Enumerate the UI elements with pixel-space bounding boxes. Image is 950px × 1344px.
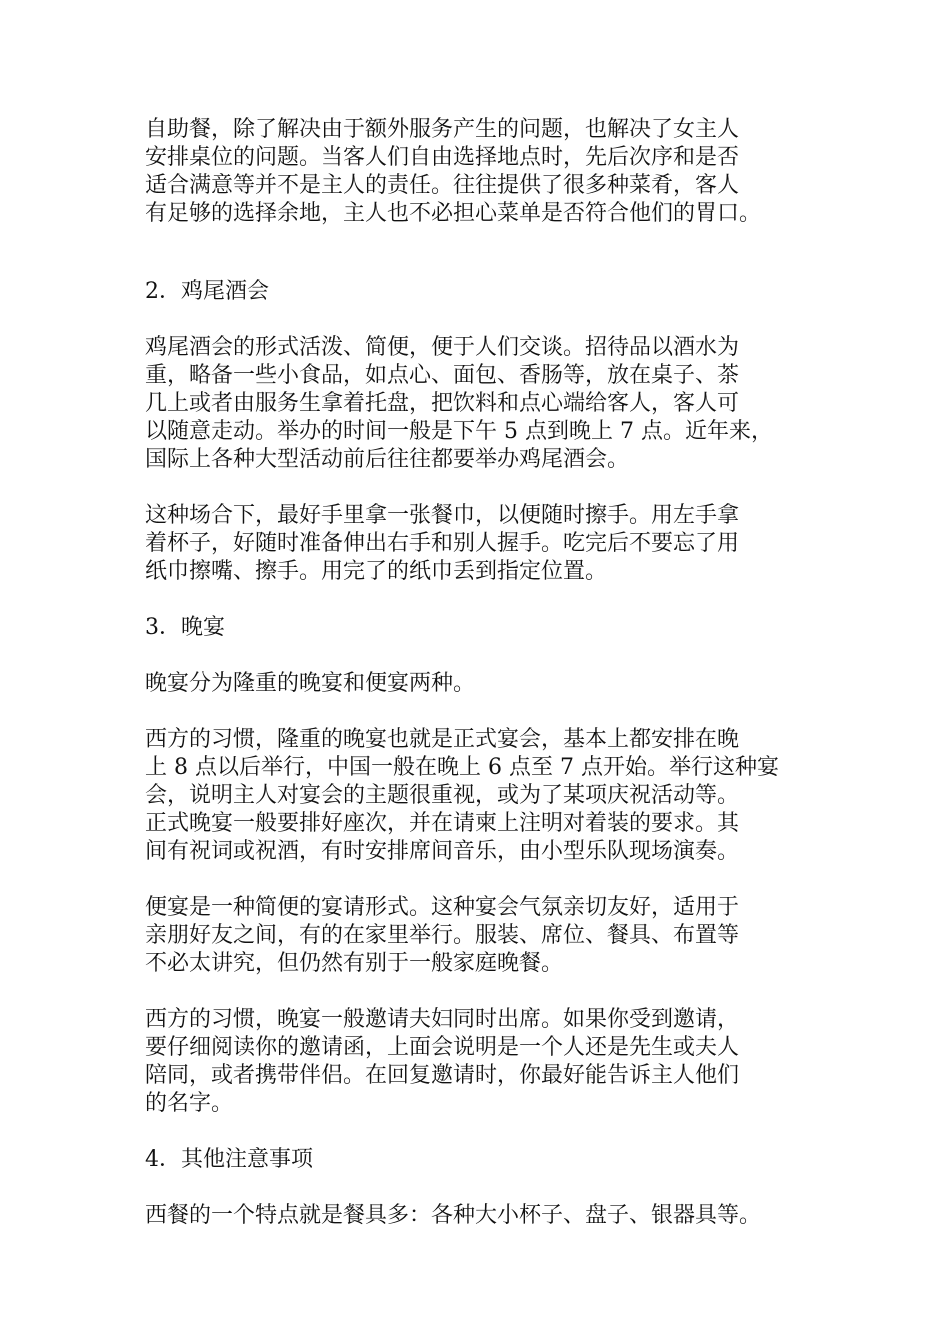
spacer xyxy=(145,474,835,502)
spacer xyxy=(145,586,835,614)
paragraph-informal-dinner: 便宴是一种简便的宴请形式。这种宴会气氛亲切友好，适用于 亲朋好友之间，有的在家里举行。服装、席位、餐具、布置等 不必太讲究，但仍然有别于一般家庭晚餐。 xyxy=(145,895,740,976)
paragraph-tableware: 西餐的一个特点就是餐具多：各种大小杯子、盘子、银器具等。 xyxy=(145,1203,762,1228)
spacer xyxy=(145,642,835,670)
spacer xyxy=(145,978,835,1006)
paragraph-cocktail-format: 鸡尾酒会的形式活泼、简便，便于人们交谈。招待品以酒水为 重，略备一些小食品，如点心、面包、香肠等，放在桌子、茶 几上或者由服务生拿着托盘，把饮料和点心端给客人，客人可 以随意走动。举办的时间一般是下午 5 点到晚上 7 点。近年来， 国际上各种大型活动前后往往都要举办鸡尾酒会。 xyxy=(145,335,773,472)
spacer xyxy=(145,698,835,726)
paragraph-formal-dinner: 西方的习惯，隆重的晚宴也就是正式宴会，基本上都安排在晚 上 8 点以后举行，中国一般在晚上 6 点至 7 点开始。举行这种宴 会，说明主人对宴会的主题很重视，或为了某项庆祝活动等。 正式晚宴一般要排好座次，并在请柬上注明对着装的要求。其 间有祝词或祝酒，有时安排席间音乐，由小型乐队现场演奏。 xyxy=(145,727,779,864)
paragraph-dinner-types: 晚宴分为隆重的晚宴和便宴两种。 xyxy=(145,671,476,696)
spacer xyxy=(145,228,835,278)
heading-cocktail-party: 2．鸡尾酒会 xyxy=(145,279,269,304)
paragraph-buffet: 自助餐，除了解决由于额外服务产生的问题，也解决了女主人 安排桌位的问题。当客人们自由选择地点时，先后次序和是否 适合满意等并不是主人的责任。往往提供了很多种菜肴，客人 有足够的选择余地，主人也不必担心菜单是否符合他们的胃口。 xyxy=(145,117,762,226)
spacer xyxy=(145,1118,835,1146)
paragraph-invitation: 西方的习惯，晚宴一般邀请夫妇同时出席。如果你受到邀请， 要仔细阅读你的邀请函，上面会说明是一个人还是先生或夫人 陪同，或者携带伴侣。在回复邀请时，你最好能告诉主人他们 的名字。 xyxy=(145,1007,740,1116)
spacer xyxy=(145,306,835,334)
heading-dinner-party: 3．晚宴 xyxy=(145,615,225,640)
heading-other-notes: 4．其他注意事项 xyxy=(145,1147,313,1172)
paragraph-cocktail-etiquette: 这种场合下，最好手里拿一张餐巾，以便随时擦手。用左手拿 着杯子，好随时准备伸出右手和别人握手。吃完后不要忘了用 纸巾擦嘴、擦手。用完了的纸巾丢到指定位置。 xyxy=(145,503,740,584)
document-page xyxy=(145,116,835,1230)
spacer xyxy=(145,866,835,894)
spacer xyxy=(145,1174,835,1202)
